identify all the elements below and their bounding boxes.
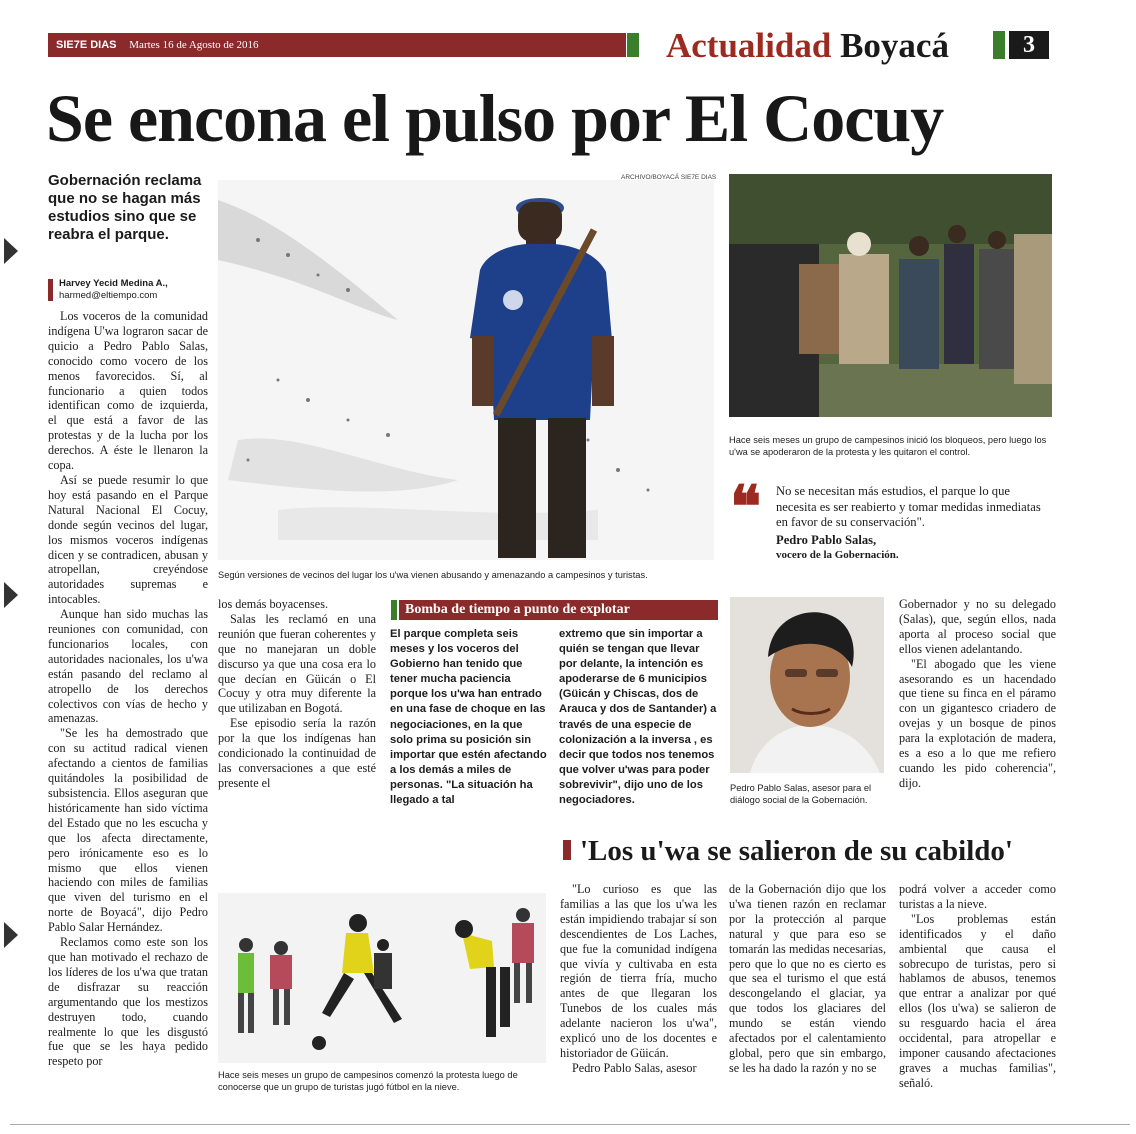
photo-credit: ARCHIVO/BOYACÁ SIE7E DIAS (621, 174, 717, 181)
main-photo-caption: Según versiones de vecinos del lugar los u'wa vienen abusando y amenazando a campesinos y turistas. (218, 570, 648, 580)
main-photo (218, 180, 714, 560)
section-title (666, 24, 949, 68)
page-number-box (993, 31, 1049, 59)
page-marker-icon (4, 238, 18, 264)
portrait-caption: Pedro Pablo Salas, asesor para el diálogo social de la Gobernación. (730, 783, 872, 805)
section-primary: Actualidad (666, 26, 832, 65)
byline (59, 278, 168, 302)
article-column-1: Los voceros de la comunidad indígena U'wa lograron sacar de quicio a Pedro Pablo Salas, conocido como vocero de los menos favorecidos. Sí, al funcionario a quien todos identifican como de izquierda, el que está a favor de las protestas y de la lucha por los derechos. A éste le llenaron la copa. Así se puede resumir lo que hoy está pasando en el Parque Natural Nacional El Cocuy, donde según vecinos del lugar, los mismos voceros indígenas dicen y se contradicen, abusan y atropellan, creyéndose autoridades supremas e intocables. Aunque han sido muchas las reuniones con comunidad, con funcionarios locales, con autoridades nacionales, los u'wa están pasando del reclamo al atropello de los derechos colectivos con vías de hecho y amenazas. "Se les ha demostrado que con su actitud radical vienen afectando a cientos de familias quitándoles la posibilidad de subsistencia. Ellos aseguran que históricamente han sido víctima del Estado que no les escucha y que los afecta directamente, pero irónicamente eso es lo mismo que ellos vienen haciendo con miles de familias que viven del turismo en el norte de Boyacá", dijo Pedro Pablo Salar Hernández. Reclamos como este son los que han motivado el rechazo de los líderes de los u'wa que tratan de disfrazar su reacción argumentando que los mestizos destruyen todo, cuando realmente lo que les disgustó fue que se les haya pedido respeto por (48, 309, 208, 1069)
subheadline-accent (563, 840, 571, 860)
bottom-rule (10, 1124, 1130, 1125)
portrait-photo (730, 597, 884, 773)
newspaper-brand: SIE7E DIAS (56, 39, 117, 51)
bottom-column-3: podrá volver a acceder como turistas a la nieve. "Los problemas están identificados y el daño ambiental que causa el sobrecupo de turistas, pero si hablamos de abusos, tenemos que entrar a analizar por qué ellos (los u'wa) se salieron de su resguardo hacia el área occidental, para atropellar e imponer causando afectaciones graves a muchas familias", señaló. (899, 882, 1056, 1090)
quote-mark-icon: ❝ (730, 475, 762, 540)
issue-date: Martes 16 de Agosto de 2016 (129, 39, 259, 51)
page-marker-icon (4, 922, 18, 948)
protest-photo-caption: Hace seis meses un grupo de campesinos inició los bloqueos, pero luego los u'wa se apoderaron de la protesta y les quitaron el control. (729, 435, 1047, 457)
box-accent (391, 600, 397, 620)
sidebar-box-column-2: extremo que sin importar a quién se tengan que llevar por delante, la intención es apoderarse de 6 municipios (Güicán y Chiscas, dos de Arauca y dos de Santander) a través de una especie de colonización a la inversa , es decir que todos nos tenemos que volver u'was para poder sobrevivir", dijo uno de los negociadores. (559, 628, 717, 807)
article-column-2: los demás boyacenses. Salas les reclamó en una reunión que fueran coherentes y que no manejaran un doble discurso ya que una cosa era lo que decían en Güicán o El Cocuy y otra muy diferente la que utilizaban en Bogotá. Ese episodio sería la razón por la que los indígenas han condicionado la continuidad de las conversaciones a que esté presente el (218, 597, 376, 790)
pull-quote: No se necesitan más estudios, el parque lo que necesita es ser reabierto y tomar medidas inmediatas en favor de su conservación". (776, 484, 1041, 529)
subheadline: 'Los u'wa se salieron de su cabildo' (580, 835, 1013, 867)
headline: Se encona el pulso por El Cocuy (46, 80, 944, 156)
bottom-column-1: "Lo curioso es que las familias a las que los u'wa les están impidiendo trabajar sí son descendientes de Los Laches, que fue la comunidad indígena que vivía y cultivaba en esta región de tierra fría, mucho antes de que llegaran los Tunebos de los cuales más adelante nacieron los u'wa", explicó uno de los docentes e historiador de Güicán. Pedro Pablo Salas, asesor (560, 882, 717, 1075)
author-email: harmed@eltiempo.com (59, 290, 158, 301)
header-bar (48, 33, 626, 57)
header-accent (627, 33, 639, 57)
sidebar-box-title: Bomba de tiempo a punto de explotar (399, 600, 718, 620)
section-secondary: Boyacá (840, 26, 949, 65)
article-column-right: Gobernador y no su delegado (Salas), que, según ellos, nada aporta al proceso social que ellos vienen adelantando. "El abogado que les viene asesorando es un hacendado que tiene su finca en el páramo con un gigantesco criadero de ovejas y un bosque de pinos para la explotación de madera, es a eso a lo que me refiero cuando les pido coherencia", dijo. (899, 597, 1056, 790)
soccer-photo (218, 893, 546, 1063)
soccer-snow-illustration (218, 893, 546, 1063)
sidebar-box-column-1: El parque completa seis meses y los voceros del Gobierno han tenido que tener mucha paciencia porque los u'wa han entrado en una fase de choque en las negociaciones, en la que solo prima su posición sin importar que estén afectando a los demás a miles de personas. "La situación ha llegado a tal (390, 628, 547, 807)
soccer-photo-caption: Hace seis meses un grupo de campesinos comenzó la protesta luego de conocerse que un grupo de turistas jugó fútbol en la nieve. (218, 1070, 518, 1092)
protest-photo (729, 174, 1052, 417)
deck: Gobernación reclama que no se hagan más estudios sino que se reabra el parque. (48, 172, 202, 243)
quote-role: vocero de la Gobernación. (776, 549, 899, 561)
author-name: Harvey Yecid Medina A., (59, 278, 168, 289)
page-number: 3 (1009, 31, 1049, 59)
page-marker-icon (4, 582, 18, 608)
bottom-column-2: de la Gobernación dijo que los u'wa tienen razón en reclamar por la protección al parque natural y que para eso se tomarán las medidas necesarias, pero que lo que no es cierto es que sea el turismo el que está descongelando el glaciar, ya que todos los glaciares del mundo se están viendo afectados por el calentamiento global, pero que sin embargo, se les ha dado la razón y no se (729, 882, 886, 1075)
portrait-illustration (730, 597, 884, 773)
quote-author: Pedro Pablo Salas, (776, 533, 877, 547)
protest-illustration (729, 174, 1052, 417)
author-accent (48, 279, 53, 301)
snow-figure-illustration (218, 180, 714, 560)
